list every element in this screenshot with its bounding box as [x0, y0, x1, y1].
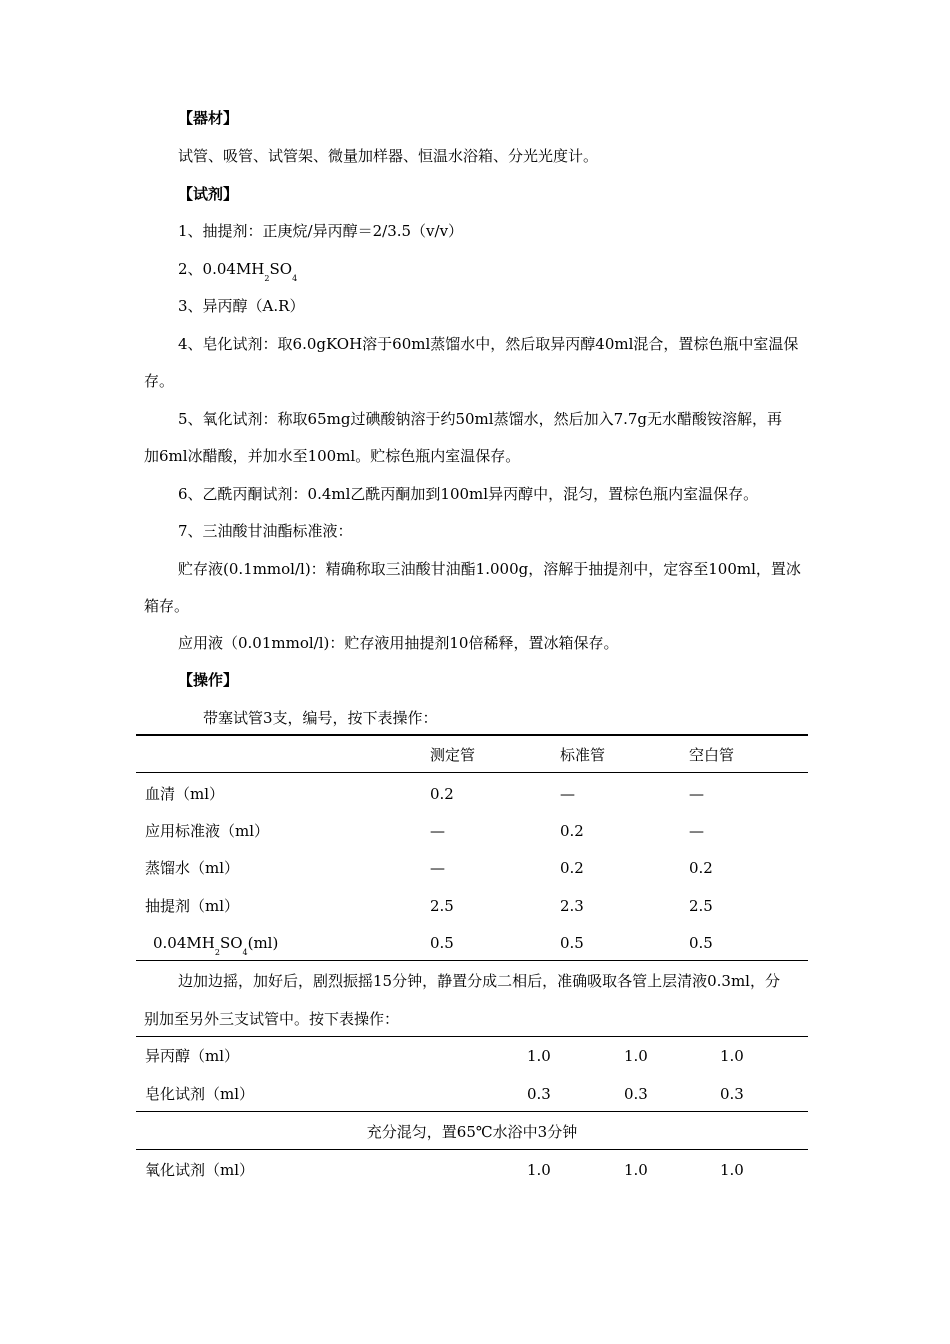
operation-intro: 带塞试管3支，编号，按下表操作：	[203, 709, 438, 727]
table2-cell: 1.0	[624, 1047, 648, 1065]
table1-cell: 0.2	[430, 785, 454, 803]
table1-cell: 2.3	[560, 897, 584, 915]
table2-cell: 1.0	[527, 1047, 551, 1065]
table1-header-standard: 标准管	[560, 746, 606, 764]
reagent-3: 3、异丙醇（A.R）	[178, 297, 305, 315]
table1-header-rule	[136, 772, 808, 773]
table1-cell: 0.5	[689, 934, 713, 952]
reagent-7: 7、三油酸甘油酯标准液：	[178, 522, 353, 540]
label-prefix: 0.04MH	[153, 934, 215, 952]
table2-row-label: 氧化试剂（ml）	[145, 1161, 255, 1179]
working-solution: 应用液（0.01mmol/l)：贮存液用抽提剂10倍稀释，置冰箱保存。	[178, 634, 619, 652]
table1-cell: 0.2	[560, 822, 584, 840]
table2-cell: 0.3	[527, 1085, 551, 1103]
table2-top-rule	[136, 1036, 808, 1037]
table1-cell: 2.5	[430, 897, 454, 915]
table1-row-label: 抽提剂（ml）	[145, 897, 240, 915]
table1-row-label: 应用标准液（ml）	[145, 822, 270, 840]
table1-cell: 0.2	[689, 859, 713, 877]
table1-cell: —	[689, 785, 704, 803]
reagents-heading: 【试剂】	[178, 185, 239, 203]
equipment-heading: 【器材】	[178, 109, 239, 127]
reagent-5-line2: 加6ml冰醋酸，并加水至100ml。贮棕色瓶内室温保存。	[144, 447, 521, 465]
table1-row-label: 蒸馏水（ml）	[145, 859, 240, 877]
stock-solution-line1: 贮存液(0.1mmol/l)：精确称取三油酸甘油酯1.000g，溶解于抽提剂中，定容至100ml，置冰	[178, 560, 801, 578]
table2-cell: 1.0	[720, 1047, 744, 1065]
reagent-2-sub2: 4	[292, 274, 298, 283]
reagent-6: 6、乙酰丙酮试剂：0.4ml乙酰丙酮加到100ml异丙醇中，混匀，置棕色瓶内室温保存。	[178, 485, 759, 503]
table1-cell: 0.5	[430, 934, 454, 952]
reagent-5-line1: 5、氧化试剂：称取65mg过碘酸钠溶于约50ml蒸馏水，然后加入7.7g无水醋酸铵溶解，再	[178, 410, 783, 428]
table1-cell: —	[689, 822, 704, 840]
table2-row-label: 异丙醇（ml）	[145, 1047, 240, 1065]
equipment-text: 试管、吸管、试管架、微量加样器、恒温水浴箱、分光光度计。	[178, 147, 599, 165]
table1-header-test: 测定管	[430, 746, 476, 764]
reagent-4-line1: 4、皂化试剂：取6.0gKOH溶于60ml蒸馏水中，然后取异丙醇40ml混合，置棕色瓶中室温保	[178, 335, 799, 353]
table2-cell: 1.0	[720, 1161, 744, 1179]
reagent-2	[178, 259, 298, 283]
label-sub1: 2	[214, 948, 220, 957]
reagent-2-prefix: 2、0.04MH	[178, 260, 265, 278]
procedure-line2: 别加至另外三支试管中。按下表操作：	[144, 1010, 400, 1028]
table2-cell: 0.3	[720, 1085, 744, 1103]
table2-cell: 1.0	[624, 1161, 648, 1179]
procedure-line1: 边加边摇，加好后，剧烈振摇15分钟，静置分成二相后，准确吸取各管上层清液0.3ml，分	[178, 972, 780, 990]
label-sub2: 4	[242, 948, 248, 957]
table2-row-label: 皂化试剂（ml）	[145, 1085, 255, 1103]
label-mid: SO	[219, 934, 243, 952]
table2-cell: 0.3	[624, 1085, 648, 1103]
table1-row-label: 血清（ml）	[145, 785, 225, 803]
reagent-2-mid: SO	[269, 260, 293, 278]
table1-top-rule	[136, 734, 808, 736]
table1-cell: 0.2	[560, 859, 584, 877]
label-suffix: (ml)	[247, 934, 279, 952]
operation-heading: 【操作】	[178, 671, 239, 689]
table2-mid-rule	[136, 1111, 808, 1112]
table1-cell: —	[430, 859, 445, 877]
table2-mid-rule-2	[136, 1149, 808, 1150]
table2-cell: 1.0	[527, 1161, 551, 1179]
stock-solution-line2: 箱存。	[144, 597, 190, 615]
table1-row-label	[153, 933, 279, 957]
reagent-4-line2: 存。	[144, 372, 175, 390]
table1-cell: —	[430, 822, 445, 840]
table2-span-note: 充分混匀，置65℃水浴中3分钟	[366, 1123, 578, 1141]
table1-bottom-rule	[136, 960, 808, 961]
reagent-2-sub1: 2	[264, 274, 270, 283]
table1-header-blank: 空白管	[689, 746, 735, 764]
table1-cell: 0.5	[560, 934, 584, 952]
table1-cell: 2.5	[689, 897, 713, 915]
reagent-1: 1、抽提剂：正庚烷/异丙醇＝2/3.5（v/v）	[178, 222, 464, 240]
table1-cell: —	[560, 785, 575, 803]
